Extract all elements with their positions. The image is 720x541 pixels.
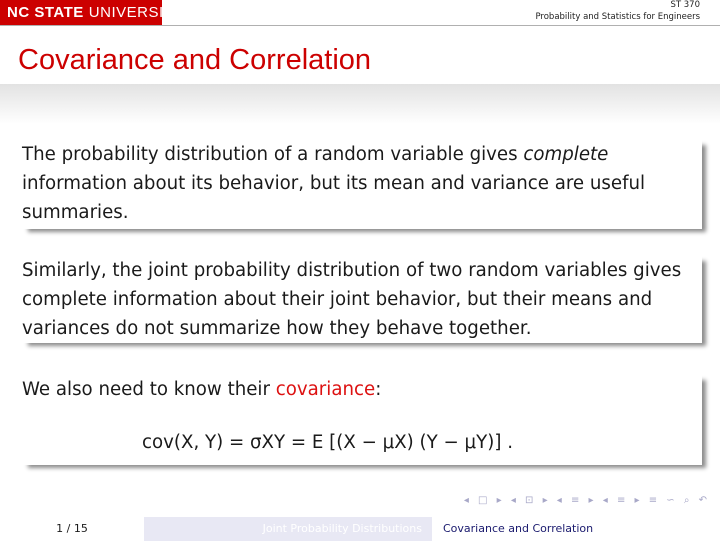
header-divider bbox=[0, 25, 720, 26]
paragraph3-text-before: We also need to know their bbox=[22, 379, 276, 400]
title-shadow bbox=[0, 84, 720, 124]
covariance-formula: cov(X, Y) = σXY = E [(X − μX) (Y − μY)] . bbox=[142, 432, 513, 453]
paragraph-block-3 bbox=[22, 375, 702, 465]
beamer-navigation-controls[interactable]: ◂ □ ▸ ◂ ⊡ ▸ ◂ ≡ ▸ ◂ ≡ ▸ ≡ ∽ ⌕ ↶ bbox=[463, 495, 710, 506]
course-code: ST 370 bbox=[670, 0, 700, 10]
footer-bar bbox=[0, 517, 720, 541]
footer-section[interactable]: Joint Probability Distributions bbox=[144, 517, 432, 541]
header-bar bbox=[0, 0, 720, 30]
page-number: 1 / 15 bbox=[0, 517, 144, 541]
covariance-highlight: covariance bbox=[275, 379, 376, 400]
paragraph1-text-before: The probability distribution of a random variable gives bbox=[22, 144, 524, 165]
slide-title: Covariance and Correlation bbox=[18, 44, 372, 76]
paragraph-block-1 bbox=[22, 140, 702, 229]
logo-rest: UNIVERSITY bbox=[88, 4, 184, 21]
paragraph2-text: Similarly, the joint probability distribution of two random variables gives complete information about their joint behavior, but their means and variances do not summarize how they behave together. bbox=[22, 260, 682, 339]
paragraph1-emphasis: complete bbox=[523, 144, 609, 165]
logo-bold: NC STATE bbox=[7, 4, 84, 21]
paragraph-block-2 bbox=[22, 256, 702, 343]
footer-subsection[interactable]: Covariance and Correlation bbox=[432, 517, 720, 541]
paragraph3-text-after: : bbox=[375, 379, 382, 400]
paragraph1-text-after: information about its behavior, but its mean and variance are useful summaries. bbox=[22, 173, 646, 223]
course-title: Probability and Statistics for Engineers bbox=[535, 12, 700, 22]
university-logo bbox=[0, 0, 184, 25]
